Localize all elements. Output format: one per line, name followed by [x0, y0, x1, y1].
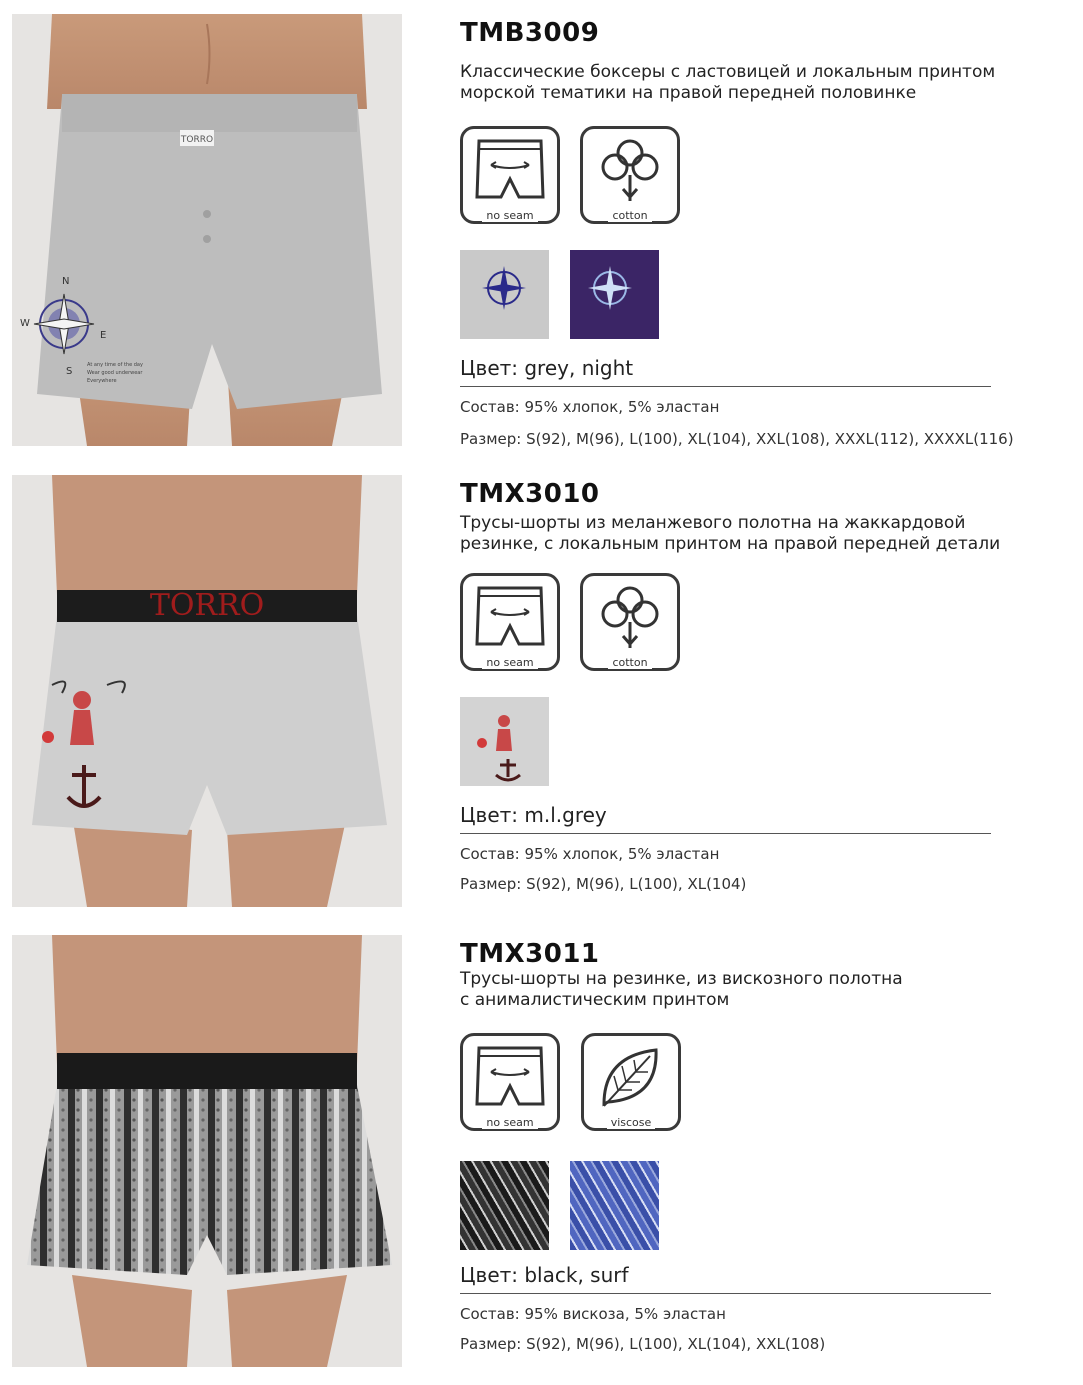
svg-text:E: E	[100, 330, 107, 341]
product-card	[0, 935, 1083, 1385]
product-sku: TMX3011	[460, 939, 600, 969]
feature-icons	[460, 573, 700, 675]
product-photo	[12, 935, 402, 1367]
leaf-icon: viscose	[581, 1033, 681, 1131]
svg-text:Wear good underwear: Wear good underwear	[87, 370, 143, 376]
svg-text:At any time of the day: At any time of the day	[87, 362, 143, 368]
waistband	[57, 1053, 357, 1089]
swatch-m-l-grey[interactable]	[460, 697, 549, 786]
no-seam-icon: no seam	[460, 1033, 560, 1131]
sizes-text: Размер: S(92), M(96), L(100), XL(104), XXL(108)	[460, 1335, 826, 1353]
composition-text: Состав: 95% вискоза, 5% эластан	[460, 1305, 726, 1323]
svg-text:N: N	[62, 276, 70, 287]
swatch-night[interactable]	[570, 250, 659, 339]
product-card	[0, 14, 1083, 464]
feature-icons	[460, 1033, 700, 1135]
product-sku: TMB3009	[460, 18, 600, 48]
composition-text: Состав: 95% хлопок, 5% эластан	[460, 845, 720, 863]
swatch-black[interactable]	[460, 1161, 549, 1250]
svg-text:Everywhere: Everywhere	[87, 378, 117, 384]
no-seam-icon: no seam	[460, 126, 560, 224]
sizes-text: Размер: S(92), M(96), L(100), XL(104)	[460, 875, 747, 893]
svg-text:W: W	[20, 318, 30, 329]
color-swatches	[460, 250, 760, 340]
svg-text:S: S	[66, 366, 73, 377]
waistband	[62, 94, 357, 132]
color-text: Цвет: m.l.grey	[460, 803, 991, 834]
color-swatches	[460, 697, 760, 787]
feature-icons	[460, 126, 700, 228]
brand-label: TORRO	[149, 588, 265, 623]
product-description: Трусы-шорты из меланжевого полотна на жаккардовой резинке, с локальным принтом на правой передней детали	[460, 513, 1001, 554]
swatch-grey[interactable]	[460, 250, 549, 339]
no-seam-icon: no seam	[460, 573, 560, 671]
product-sku: TMX3010	[460, 479, 600, 509]
brand-label: TORRO	[180, 135, 214, 145]
color-text: Цвет: grey, night	[460, 356, 991, 387]
product-photo	[12, 475, 402, 907]
product-card	[0, 475, 1083, 925]
swatch-surf[interactable]	[570, 1161, 659, 1250]
product-description: Классические боксеры с ластовицей и локальным принтом морской тематики на правой передней половинке	[460, 62, 996, 103]
sizes-text: Размер: S(92), M(96), L(100), XL(104), XXL(108), XXXL(112), XXXXL(116)	[460, 430, 1014, 448]
composition-text: Состав: 95% хлопок, 5% эластан	[460, 398, 720, 416]
color-swatches	[460, 1161, 760, 1251]
product-photo	[12, 14, 402, 446]
product-description: Трусы-шорты на резинке, из вискозного полотна с анималистическим принтом	[460, 969, 903, 1010]
color-text: Цвет: black, surf	[460, 1263, 991, 1294]
cotton-icon: cotton	[580, 126, 680, 224]
cotton-icon: cotton	[580, 573, 680, 671]
